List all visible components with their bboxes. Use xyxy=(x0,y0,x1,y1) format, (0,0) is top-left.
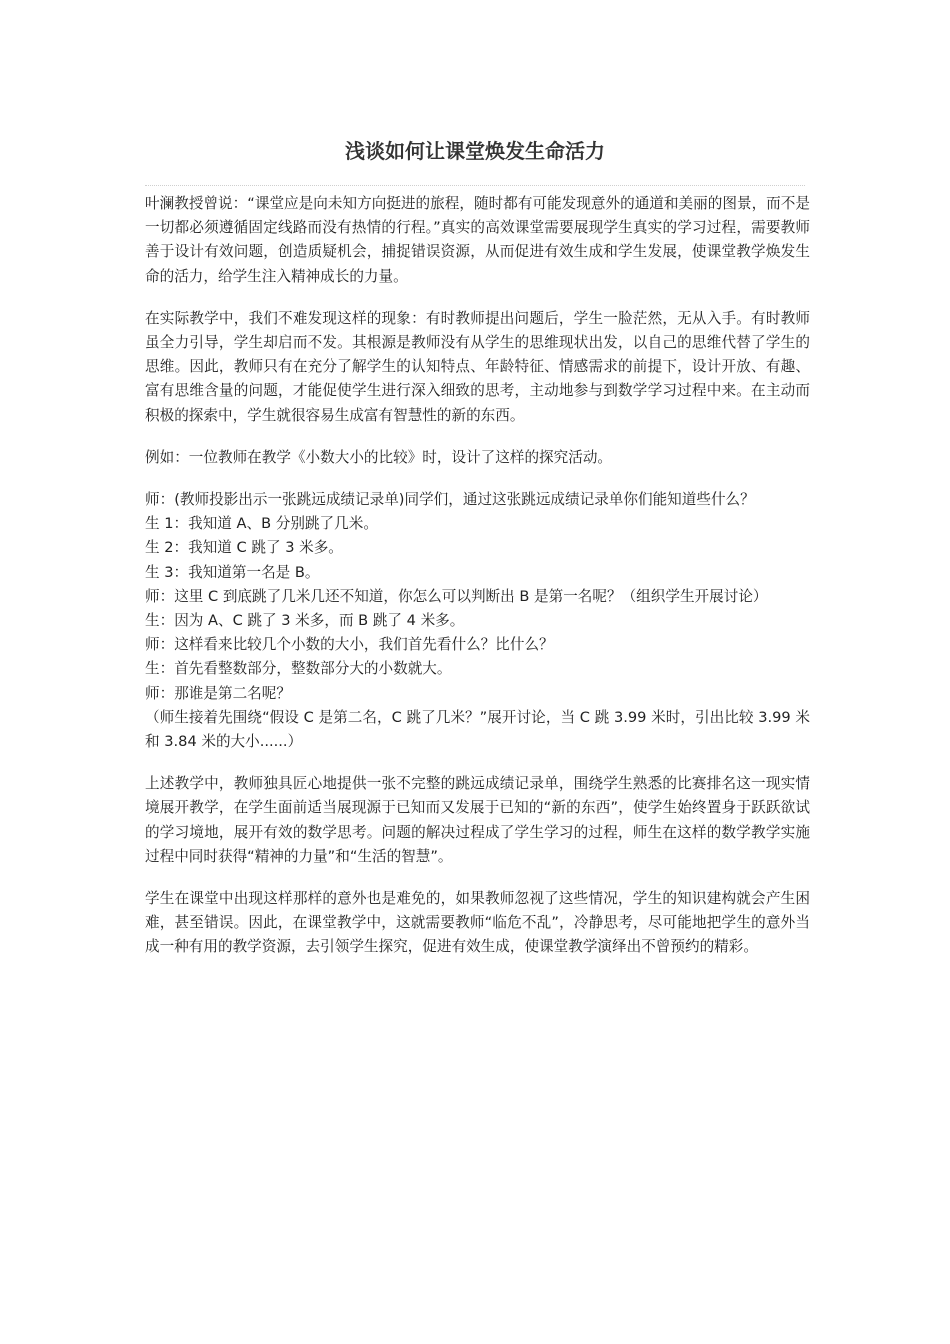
dialog-line: （师生接着先围绕“假设 C 是第二名，C 跳了几米？”展开讨论，当 C 跳 3.99 米时，引出比较 3.99 米和 3.84 米的大小......） xyxy=(145,708,810,751)
classroom-dialog xyxy=(145,488,810,754)
example-intro-paragraph: 例如：一位教师在教学《小数大小的比较》时，设计了这样的探究活动。 xyxy=(145,448,613,466)
document-title: 浅谈如何让课堂焕发生命活力 xyxy=(345,139,605,163)
dialog-line: 师：这里 C 到底跳了几米几还不知道，你怎么可以判断出 B 是第一名呢？（组织学生开展讨论） xyxy=(145,587,768,605)
reflection-paragraph: 上述教学中，教师独具匠心地提供一张不完整的跳远成绩记录单，围绕学生熟悉的比赛排名这一现实情境展开教学，在学生面前适当展现源于已知而又发展于已知的“新的东西”，使学生始终置身于跃跃欲试的学习境地，展开有效的数学思考。问题的解决过程成了学生学习的过程，师生在这样的数学教学实施过程中同时获得“精神的力量”和“生活的智慧”。 xyxy=(145,775,810,865)
dialog-line: 生 2：我知道 C 跳了 3 米多。 xyxy=(145,539,343,557)
intro-paragraph: 叶澜教授曾说：“课堂应是向未知方向挺进的旅程，随时都有可能发现意外的通道和美丽的图景，而不是一切都必须遵循固定线路而没有热情的行程。”真实的高效课堂需要展现学生真实的学习过程，需要教师善于设计有效问题，创造质疑机会，捕捉错误资源，从而促进有效生成和学生发展，使课堂教学焕发生命的活力，给学生注入精神成长的力量。 xyxy=(145,195,810,285)
conclusion-paragraph: 学生在课堂中出现这样那样的意外也是难免的，如果教师忽视了这些情况，学生的知识建构就会产生困难，甚至错误。因此，在课堂教学中，这就需要教师“临危不乱”，冷静思考，尽可能地把学生的意外当成一种有用的教学资源，去引领学生探究，促进有效生成，使课堂教学演绎出不曾预约的精彩。 xyxy=(145,890,810,956)
dialog-line: 师：(教师投影出示一张跳远成绩记录单)同学们，通过这张跳远成绩记录单你们能知道些什么？ xyxy=(145,491,755,509)
title-divider xyxy=(145,185,805,186)
dialog-line: 师：那谁是第二名呢？ xyxy=(145,684,291,702)
dialog-line: 生：首先看整数部分，整数部分大的小数就大。 xyxy=(145,660,452,678)
dialog-line: 生 3：我知道第一名是 B。 xyxy=(145,563,320,581)
dialog-line: 生 1：我知道 A、B 分别跳了几米。 xyxy=(145,515,378,533)
analysis-paragraph: 在实际教学中，我们不难发现这样的现象：有时教师提出问题后，学生一脸茫然，无从入手。有时教师虽全力引导，学生却启而不发。其根源是教师没有从学生的思维现状出发，以自己的思维代替了学生的思维。因此，教师只有在充分了解学生的认知特点、年龄特征、情感需求的前提下，设计开放、有趣、富有思维含量的问题，才能促使学生进行深入细致的思考，主动地参与到数学学习过程中来。在主动而积极的探索中，学生就很容易生成富有智慧性的新的东西。 xyxy=(145,309,810,424)
dialog-line: 生：因为 A、C 跳了 3 米多，而 B 跳了 4 米多。 xyxy=(145,612,465,630)
document-body xyxy=(145,192,810,978)
dialog-line: 师：这样看来比较几个小数的大小，我们首先看什么？比什么？ xyxy=(145,636,554,654)
